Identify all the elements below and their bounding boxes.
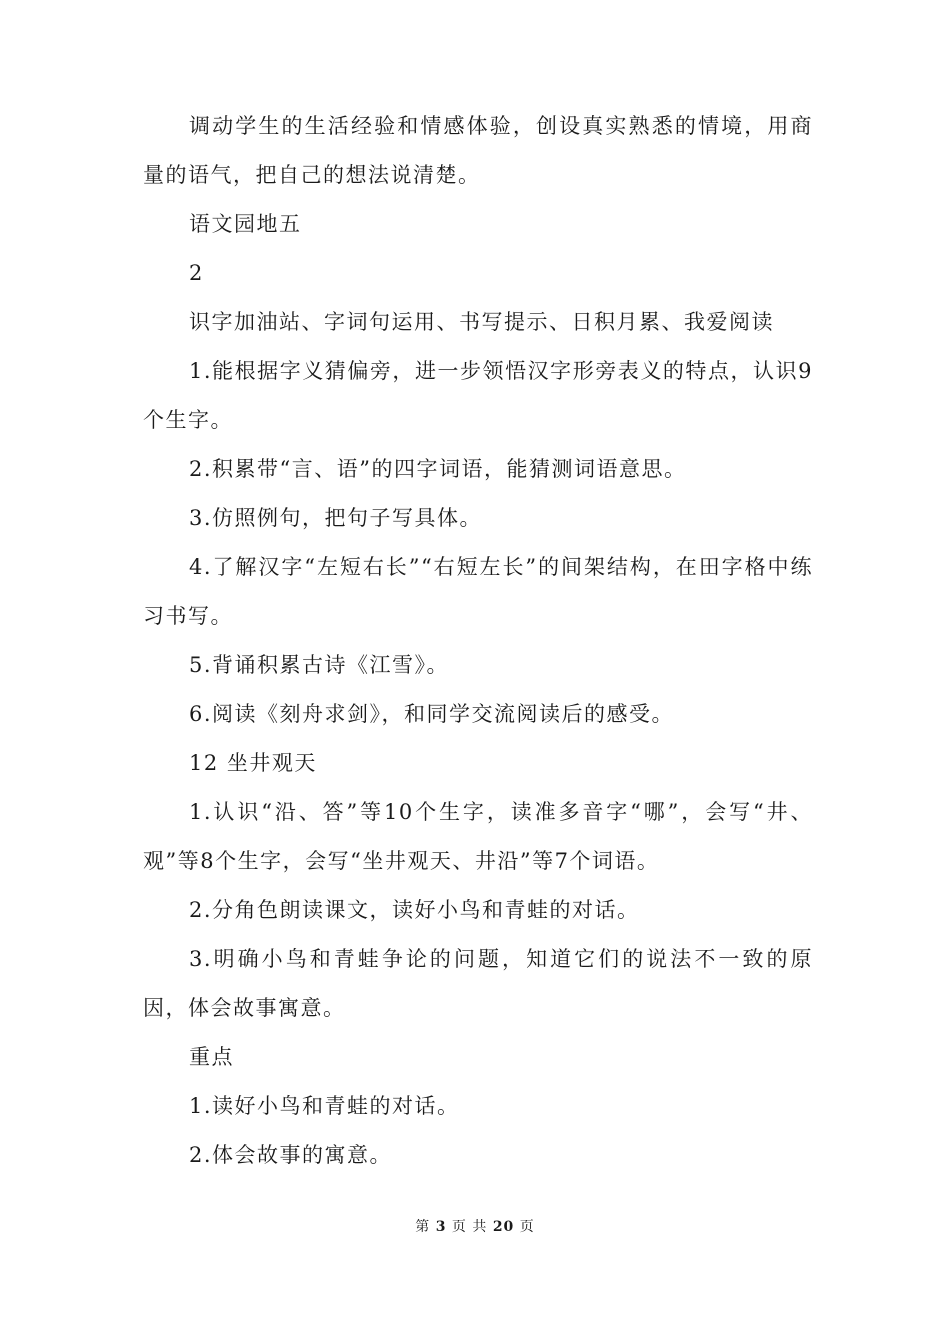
- total-pages-number: 20: [492, 1219, 515, 1235]
- footer-prefix: 第: [415, 1219, 431, 1235]
- page-body: [143, 102, 813, 1180]
- list-item: 3.明确小鸟和青蛙争论的问题，知道它们的说法不一致的原因，体会故事寓意。: [143, 947, 813, 1020]
- current-page-number: 3: [435, 1219, 447, 1235]
- footer-suffix: 页: [519, 1219, 535, 1235]
- list-item: 6.阅读《刻舟求剑》，和同学交流阅读后的感受。: [189, 702, 675, 726]
- section-heading: 重点: [189, 1045, 234, 1069]
- footer-middle: 页 共: [451, 1219, 488, 1235]
- paragraph: 调动学生的生活经验和情感体验，创设真实熟悉的情境，用商量的语气，把自己的想法说清楚。: [143, 114, 813, 187]
- list-item: 1.读好小鸟和青蛙的对话。: [189, 1094, 460, 1118]
- list-item: 5.背诵积累古诗《江雪》。: [189, 653, 450, 677]
- paragraph: 识字加油站、字词句运用、书写提示、日积月累、我爱阅读: [189, 310, 774, 334]
- page-footer: [0, 1216, 950, 1236]
- list-item: 3.仿照例句，把句子写具体。: [189, 506, 483, 530]
- paragraph: 2: [189, 261, 204, 285]
- list-item: 4.了解汉字“左短右长”“右短左长”的间架结构，在田字格中练习书写。: [143, 555, 813, 628]
- list-item: 1.认识“沿、答”等10个生字，读准多音字“哪”，会写“井、观”等8个生字，会写“坐井观天、井沿”等7个词语。: [143, 800, 813, 873]
- section-heading: 12 坐井观天: [189, 751, 317, 775]
- list-item: 2.体会故事的寓意。: [189, 1143, 393, 1167]
- section-heading: 语文园地五: [189, 212, 302, 236]
- list-item: 2.分角色朗读课文，读好小鸟和青蛙的对话。: [189, 898, 640, 922]
- list-item: 1.能根据字义猜偏旁，进一步领悟汉字形旁表义的特点，认识9个生字。: [143, 359, 813, 432]
- list-item: 2.积累带“言、语”的四字词语，能猜测词语意思。: [189, 457, 687, 481]
